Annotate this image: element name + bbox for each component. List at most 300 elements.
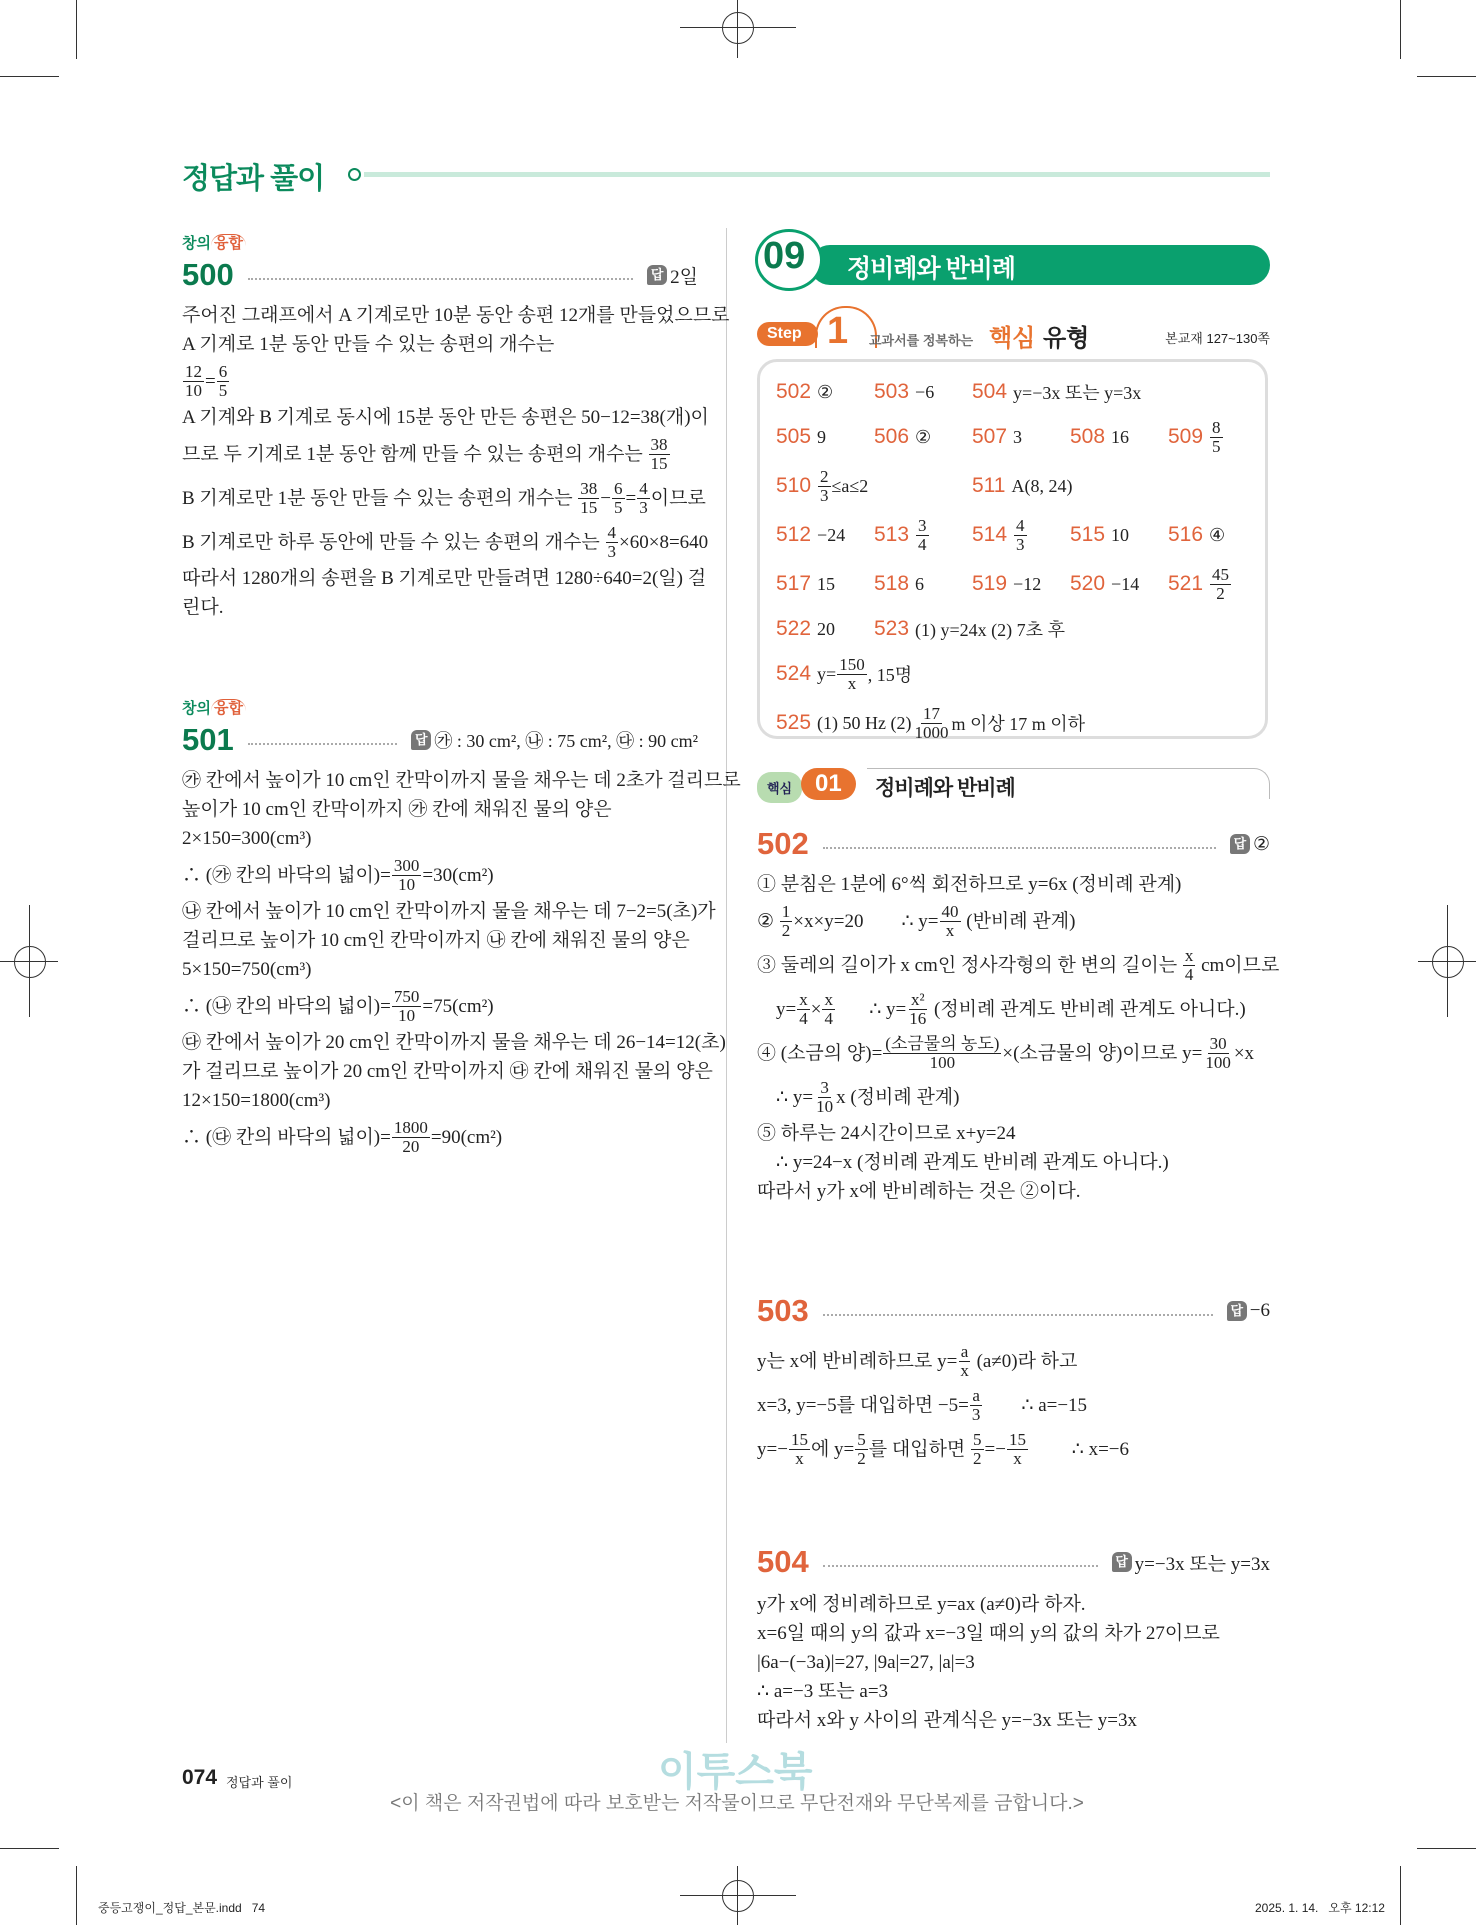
text-segment: 12×150=1800(cm³) — [182, 1090, 331, 1111]
text-line — [757, 1648, 1270, 1677]
denominator: 2 — [1216, 583, 1225, 603]
chapter-title: 정비례와 반비례 — [847, 255, 1015, 283]
text-segment: y=−3x 또는 y=3x — [1013, 383, 1142, 403]
denominator: 15 — [650, 453, 668, 473]
problem-number: 501 — [182, 722, 234, 757]
text-line — [757, 943, 1280, 987]
badge-label: 융합 — [211, 699, 246, 717]
problem-number: 502 — [757, 826, 809, 861]
text-segment: (1) 50 Hz (2) — [817, 712, 912, 733]
numerator: 4 — [607, 522, 617, 542]
numerator: x — [1184, 945, 1194, 965]
answer-item — [776, 523, 874, 547]
text-segment: 9 — [817, 426, 827, 447]
text-segment: ×(소금물의 양)이므로 y= — [1002, 1042, 1203, 1064]
denominator: 2 — [973, 1448, 982, 1468]
answer-icon: 답 — [1230, 834, 1250, 854]
answer-icon: 답 — [1227, 1301, 1247, 1321]
text-segment: 높이가 10 cm인 칸막이까지 ㉮ 칸에 채워진 물의 양은 — [182, 799, 612, 820]
text-segment: 15 — [817, 573, 836, 594]
text-segment: 2×150=300(cm³) — [182, 828, 312, 849]
text-segment: (정비례 관계도 반비례 관계도 아니다.) — [929, 998, 1246, 1020]
solution-text — [182, 301, 730, 622]
text-line — [182, 824, 698, 853]
crop-mark — [0, 1848, 59, 1849]
answer-icon: 답 — [411, 730, 431, 750]
problem-503 — [757, 1293, 1270, 1471]
text-segment: − — [600, 487, 612, 509]
answer-number: 516 — [1168, 523, 1204, 546]
fraction — [958, 1343, 971, 1380]
answer-item — [776, 654, 913, 693]
step-type: 유형 — [1043, 325, 1090, 352]
numerator: 15 — [1008, 1429, 1026, 1449]
numerator: 5 — [973, 1429, 982, 1449]
text-line — [182, 476, 706, 520]
badge-label: 융합 — [211, 234, 246, 252]
numerator: 750 — [393, 986, 420, 1006]
text-segment: ∴ (㉰ 칸의 바닥의 넓이)= — [182, 1126, 391, 1148]
column-divider — [726, 228, 727, 1743]
step-header — [757, 310, 1270, 354]
answer-row — [776, 699, 1266, 747]
denominator: 2 — [781, 920, 791, 940]
answer-summary-box — [757, 359, 1268, 742]
answer-value: ② — [1252, 833, 1270, 855]
text-segment: 걸리므로 높이가 10 cm인 칸막이까지 ㉯ 칸에 채워진 물의 양은 — [182, 930, 690, 951]
answer-item — [1168, 566, 1266, 603]
crop-mark — [0, 76, 59, 77]
denominator: x — [847, 673, 857, 693]
fraction — [1210, 419, 1223, 456]
answer-row — [776, 511, 1266, 559]
text-line — [182, 795, 698, 824]
answer-item — [874, 517, 972, 554]
solution-text — [757, 1590, 1270, 1735]
fraction — [392, 857, 422, 894]
answer-icon: 답 — [647, 265, 667, 285]
denominator: 3 — [971, 1404, 981, 1424]
text-segment: y는 x에 반비례하므로 y= — [757, 1350, 958, 1372]
text-segment: ④ (소금의 양)= — [757, 1042, 883, 1064]
text-line — [182, 330, 698, 359]
answer-number: 525 — [776, 711, 812, 734]
text-segment: 린다. — [182, 597, 224, 618]
answer-grid — [776, 372, 1266, 748]
crop-mark — [76, 0, 77, 59]
denominator: 1000 — [914, 722, 949, 742]
denominator: 5 — [1212, 436, 1221, 456]
answer-number: 514 — [972, 523, 1008, 546]
text-segment: m 이상 17 m 이하 — [951, 714, 1086, 734]
text-segment: cm이므로 — [1196, 954, 1280, 976]
text-line — [757, 987, 1270, 1031]
text-segment: A(8, 24) — [1011, 475, 1073, 496]
numerator: x — [824, 989, 833, 1009]
core-tag: 핵심 — [757, 772, 802, 803]
fraction — [578, 480, 599, 517]
text-line — [182, 1028, 726, 1057]
text-segment: ㉯ 칸에서 높이가 10 cm인 칸막이까지 물을 채우는 데 7−2=5(초)가 — [182, 901, 716, 922]
chapter-number: 09 — [763, 235, 806, 277]
answer-value: ㉮ : 30 cm², ㉯ : 75 cm², ㉰ : 90 cm² — [434, 731, 698, 751]
text-segment: ∴ a=−15 — [983, 1394, 1088, 1416]
denominator: 20 — [402, 1136, 420, 1156]
answer-number: 522 — [776, 617, 812, 640]
answer-number: 523 — [874, 617, 910, 640]
answer-item — [1070, 572, 1168, 596]
problem-number: 503 — [757, 1293, 809, 1328]
fraction — [649, 436, 670, 473]
dotted-leader — [248, 743, 398, 745]
print-timestamp: 2025. 1. 14. 오후 12:12 — [1255, 1901, 1385, 1915]
answer-number: 513 — [874, 523, 910, 546]
denominator: 4 — [799, 1008, 808, 1028]
dotted-leader — [823, 1565, 1098, 1567]
answer-number: 502 — [776, 380, 812, 403]
solution-text — [182, 766, 741, 1159]
answer-item — [874, 380, 972, 404]
title-rule — [364, 172, 1270, 177]
answer-number: 518 — [874, 572, 910, 595]
answer-item — [776, 617, 874, 641]
text-line — [182, 766, 741, 795]
numerator: 1800 — [393, 1117, 428, 1137]
text-segment: 따라서 x와 y 사이의 관계식은 y=−3x 또는 y=3x — [757, 1710, 1137, 1731]
badge-label: 창의 — [182, 235, 211, 252]
text-line — [182, 359, 698, 403]
text-segment: x (정비례 관계) — [836, 1086, 960, 1108]
title-dot-icon — [348, 168, 361, 181]
step-label: Step — [757, 322, 818, 346]
textbook-reference: 본교재 127~130쪽 — [1165, 331, 1270, 346]
answer-item — [972, 474, 1073, 498]
numerator: 30 — [1209, 1033, 1227, 1053]
text-line — [182, 403, 709, 432]
page-label: 정답과 풀이 — [226, 1775, 293, 1790]
denominator: 3 — [607, 541, 617, 561]
numerator: 2 — [820, 466, 829, 486]
numerator: 150 — [839, 654, 865, 674]
text-segment: =− — [984, 1438, 1006, 1460]
numerator: 6 — [218, 361, 228, 381]
text-segment: ×60×8=640 — [619, 531, 709, 553]
page-title: 정답과 풀이 — [182, 163, 325, 195]
text-segment: = — [625, 487, 637, 509]
text-line — [757, 1119, 1270, 1148]
problem-504 — [757, 1544, 1270, 1735]
numerator: 40 — [941, 901, 959, 921]
answer-number: 517 — [776, 572, 812, 595]
numerator: 3 — [820, 1077, 829, 1097]
answer-item — [874, 425, 972, 449]
crop-mark — [1417, 1848, 1476, 1849]
text-segment: = — [205, 370, 216, 392]
text-segment: −6 — [915, 381, 935, 402]
fraction — [392, 988, 422, 1025]
numerator: 4 — [639, 478, 648, 498]
text-line — [757, 1148, 1270, 1177]
problem-number: 500 — [182, 257, 234, 292]
answer-number: 519 — [972, 572, 1008, 595]
text-line — [182, 520, 709, 564]
fraction — [217, 363, 230, 400]
text-segment: −14 — [1111, 573, 1140, 594]
text-line — [757, 1427, 1270, 1471]
text-line — [182, 593, 698, 622]
text-line — [182, 926, 698, 955]
denominator: 4 — [824, 1008, 833, 1028]
text-segment: 20 — [817, 618, 836, 639]
text-segment: ∴ (㉯ 칸의 바닥의 넓이)= — [182, 995, 391, 1017]
denominator: 2 — [857, 1448, 866, 1468]
text-segment: ∴ a=−3 또는 a=3 — [757, 1681, 889, 1702]
text-segment: B 기계로만 하루 동안에 만들 수 있는 송편의 개수는 — [182, 531, 605, 553]
text-segment: A 기계와 B 기계로 동시에 15분 동안 만든 송편은 50−12=38(개)이 — [182, 407, 709, 428]
crop-mark — [1400, 0, 1401, 59]
denominator: 100 — [1205, 1052, 1231, 1072]
numerator: 12 — [185, 361, 202, 381]
text-segment: ∴ y= — [835, 998, 907, 1020]
text-line — [182, 1115, 698, 1159]
numerator: x — [799, 989, 808, 1009]
denominator: 100 — [929, 1052, 956, 1072]
problem-header — [757, 1544, 1270, 1580]
problem-500 — [182, 232, 730, 622]
fraction — [818, 468, 831, 505]
text-line — [182, 564, 707, 593]
text-segment: ㉮ 칸에서 높이가 10 cm인 칸막이까지 물을 채우는 데 2초가 걸리므로 — [182, 770, 741, 791]
answer-item — [972, 425, 1070, 449]
fraction — [837, 656, 867, 693]
answer-number: 511 — [972, 474, 1006, 497]
answer-number: 524 — [776, 662, 812, 685]
answer-number: 521 — [1168, 572, 1204, 595]
answer-row — [776, 609, 1266, 649]
answer-number: 504 — [972, 380, 1008, 403]
answer-number: 508 — [1070, 425, 1106, 448]
fraction — [183, 363, 204, 400]
text-segment: =75(cm²) — [422, 995, 494, 1017]
text-line — [757, 1339, 1270, 1383]
page-number: 074 — [182, 1766, 218, 1789]
fraction — [789, 1431, 810, 1468]
text-segment: 10 — [1111, 524, 1130, 545]
text-line — [757, 1075, 1270, 1119]
text-segment: 6 — [915, 573, 925, 594]
answer-item — [972, 517, 1070, 554]
problem-502 — [757, 826, 1280, 1206]
text-segment: 주어진 그래프에서 A 기계로만 10분 동안 송편 12개를 만들었으므로 — [182, 305, 730, 326]
denominator: 3 — [1016, 534, 1025, 554]
text-segment: A 기계로 1분 동안 만들 수 있는 송편의 개수는 — [182, 334, 555, 355]
fraction — [1210, 566, 1231, 603]
answer-number: 510 — [776, 474, 812, 497]
text-segment: −24 — [817, 524, 846, 545]
core-number: 01 — [801, 768, 856, 800]
text-segment: 므로 두 기계로 1분 동안 함께 만들 수 있는 송편의 개수는 — [182, 443, 648, 465]
fraction — [970, 1387, 983, 1424]
numerator: x² — [910, 989, 925, 1009]
answer-item — [776, 380, 874, 404]
answer-item — [1070, 425, 1168, 449]
answer-item — [874, 616, 1065, 642]
chapter-banner — [755, 235, 1270, 285]
text-segment: y= — [757, 998, 797, 1020]
answer-item — [1070, 523, 1168, 547]
text-segment: |6a−(−3a)|=27, |9a|=27, |a|=3 — [757, 1652, 975, 1673]
fraction — [1183, 947, 1196, 984]
text-segment: (a≠0)라 하고 — [971, 1350, 1078, 1372]
answer-item — [776, 468, 874, 505]
dotted-leader — [823, 1314, 1213, 1316]
text-line — [182, 1057, 713, 1086]
text-segment: ⑤ 하루는 24시간이므로 x+y=24 — [757, 1123, 1016, 1144]
text-line — [182, 1086, 698, 1115]
text-line — [757, 1177, 1270, 1206]
denominator: 3 — [639, 497, 648, 517]
denominator: x — [795, 1448, 804, 1468]
fraction — [916, 517, 929, 554]
text-segment: (1) y=24x (2) 7초 후 — [915, 620, 1065, 640]
text-segment: −12 — [1013, 573, 1042, 594]
text-line — [182, 853, 698, 897]
fraction — [780, 903, 793, 940]
fraction — [855, 1431, 868, 1468]
text-segment: y= — [817, 663, 837, 684]
numerator: 38 — [650, 434, 668, 454]
numerator: 5 — [857, 1429, 866, 1449]
dotted-leader — [823, 847, 1216, 849]
denominator: 4 — [918, 534, 927, 554]
text-segment: 따라서 y가 x에 반비례하는 것은 ②이다. — [757, 1181, 1081, 1202]
text-segment: ∴ y= — [757, 1086, 814, 1108]
badge-label: 창의 — [182, 700, 211, 717]
numerator: 17 — [923, 703, 941, 723]
answer-item — [776, 425, 874, 449]
solution-text — [757, 1339, 1270, 1471]
step-core: 핵심 — [989, 325, 1036, 352]
text-segment: 가 걸리므로 높이가 20 cm인 칸막이까지 ㉰ 칸에 채워진 물의 양은 — [182, 1061, 713, 1082]
crop-mark — [76, 1866, 77, 1925]
text-segment: 에 y= — [810, 1438, 855, 1460]
numerator: 45 — [1212, 564, 1230, 584]
step-number: 1 — [827, 310, 849, 352]
problem-header — [182, 257, 698, 293]
numerator: 1 — [781, 901, 791, 921]
fraction — [814, 1079, 835, 1116]
text-segment: 따라서 1280개의 송편을 B 기계로만 만들려면 1280÷640=2(일) 걸 — [182, 568, 707, 589]
fraction — [797, 991, 810, 1028]
denominator: 15 — [580, 497, 598, 517]
text-line — [757, 1383, 1270, 1427]
text-segment: ④ — [1209, 524, 1226, 545]
text-segment: 3 — [1013, 426, 1023, 447]
text-segment: 를 대입하면 — [868, 1438, 971, 1460]
answer-number: 515 — [1070, 523, 1106, 546]
text-segment: ×x×y=20 ∴ y= — [793, 910, 939, 932]
text-segment: =30(cm²) — [422, 864, 494, 886]
denominator: 5 — [218, 380, 228, 400]
text-segment: ×x — [1233, 1042, 1255, 1064]
text-line — [182, 432, 698, 476]
denominator: 10 — [185, 380, 202, 400]
denominator: 3 — [820, 485, 829, 505]
answer-item — [874, 572, 972, 596]
solution-text — [757, 870, 1280, 1206]
answer-row — [776, 560, 1266, 608]
denominator: 10 — [398, 874, 416, 894]
answer-value: 2일 — [670, 266, 698, 288]
numerator: 4 — [1016, 515, 1025, 535]
text-segment: y가 x에 정비례하므로 y=ax (a≠0)라 하자. — [757, 1594, 1086, 1615]
answer-item — [776, 703, 1086, 742]
answer-number: 505 — [776, 425, 812, 448]
numerator: 15 — [790, 1429, 808, 1449]
denominator: 4 — [1184, 964, 1194, 984]
text-line — [757, 1677, 1270, 1706]
answer-number: 509 — [1168, 425, 1204, 448]
text-line — [182, 984, 698, 1028]
numerator: 300 — [393, 855, 420, 875]
dotted-leader — [248, 278, 633, 280]
fraction — [940, 903, 961, 940]
fraction — [606, 524, 619, 561]
text-segment: (반비례 관계) — [961, 910, 1076, 932]
creative-fusion-badge — [182, 232, 698, 253]
problem-header — [757, 826, 1270, 862]
text-segment: 5×150=750(cm³) — [182, 959, 312, 980]
answer-item — [776, 572, 874, 596]
text-segment: 이므로 — [650, 487, 706, 509]
answer-value: −6 — [1249, 1300, 1270, 1321]
text-line — [757, 1619, 1270, 1648]
numerator: 38 — [580, 478, 598, 498]
text-line — [182, 301, 730, 330]
problem-501 — [182, 697, 741, 1159]
denominator: 10 — [816, 1096, 834, 1116]
answer-number: 512 — [776, 523, 812, 546]
text-segment: =90(cm²) — [430, 1126, 503, 1148]
text-line — [182, 955, 698, 984]
text-segment: × — [810, 998, 822, 1020]
file-info: 중등고쟁이_정답_본문.indd 74 — [98, 1901, 266, 1915]
fraction — [971, 1431, 984, 1468]
fraction — [883, 1035, 1001, 1072]
fraction — [822, 991, 835, 1028]
text-segment: x=3, y=−5를 대입하면 −5= — [757, 1394, 969, 1416]
denominator: 16 — [909, 1008, 927, 1028]
problem-header — [757, 1293, 1270, 1329]
numerator: 3 — [918, 515, 927, 535]
text-segment: ③ 둘레의 길이가 x cm인 정사각형의 한 변의 길이는 — [757, 954, 1182, 976]
answer-number: 520 — [1070, 572, 1106, 595]
creative-fusion-badge — [182, 697, 698, 718]
denominator: x — [960, 1360, 969, 1380]
core-section-header — [757, 768, 1270, 804]
text-line — [757, 1590, 1270, 1619]
text-line — [757, 1031, 1270, 1075]
answer-item — [972, 572, 1070, 596]
answer-number: 507 — [972, 425, 1008, 448]
answer-row — [776, 372, 1266, 412]
text-segment: ∴ (㉮ 칸의 바닥의 넓이)= — [182, 864, 391, 886]
fraction — [1203, 1035, 1233, 1072]
answer-item — [1168, 419, 1266, 456]
denominator: 5 — [614, 497, 623, 517]
text-line — [757, 1706, 1270, 1735]
fraction — [913, 705, 951, 742]
